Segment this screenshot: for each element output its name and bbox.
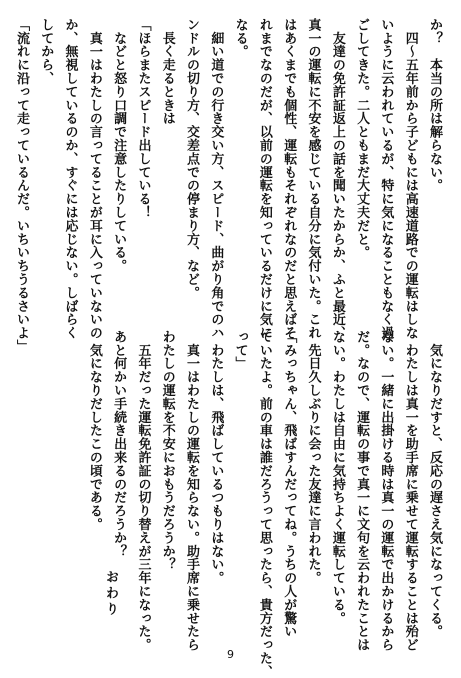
- text-line: はあくまでも個性、運転もそれぞれなのだと思えばそ: [281, 18, 297, 340]
- text-line: 「流れに沿って走っているんだ。いちいちうるさいよ」: [13, 18, 29, 353]
- text-line: ない。一緒に出掛ける時は真一の運転で出かけるから: [378, 330, 394, 652]
- text-line: ごしてきた。二人ともまだ大丈夫だと。: [354, 18, 370, 260]
- text-line: 真一はわたしの運転を知らない。助手席に乗せたら: [184, 330, 200, 652]
- closing-mark: おわり: [103, 570, 118, 618]
- text-line: 友達の免許証返上の話を聞いたからか、ふと最近、: [329, 18, 345, 340]
- text-line: だ。なので、運転の事で真一に文句を云われたことは: [354, 330, 370, 652]
- text-line: 真一の運転に不安を感じている自分に気付いた。これ: [305, 18, 321, 340]
- text-line: って」: [232, 330, 248, 371]
- text-line: いように云われているが、特に気になることもなく過: [378, 18, 394, 340]
- text-line: 真一はわたしの言ってることが耳に入っていないの: [86, 18, 102, 340]
- text-line: ない。わたしは自由に気持ちよく運転している。: [329, 330, 345, 625]
- text-line: してから、: [38, 18, 54, 85]
- text-line: わたしは真一を助手席に乗せて運転することは殆ど: [402, 330, 418, 652]
- text-line: あと何かい手続き出来るのだろうか？: [111, 330, 127, 558]
- text-line: 「みっちゃん、飛ばすんだってね。うちの人が驚い: [281, 330, 297, 639]
- text-line: 長く走るときは: [159, 18, 175, 126]
- text-line: わたしは、飛ばしているつもりはない。: [208, 330, 224, 585]
- text-block-upper: [13, 18, 446, 353]
- text-block-lower: [85, 330, 446, 678]
- text-line: ていたよ。前の車は誰だろうって思ったら、貴方だった、: [256, 330, 272, 678]
- text-line: 気になりだしたこの頃である。: [86, 330, 102, 531]
- text-line: わたしの運転を不安におもうだろうか？: [159, 330, 175, 572]
- text-line: 気になりだすと、反応の遅さえ気になってくる。: [427, 330, 442, 639]
- text-line: 四～五年前から子どもには高速道路での運転はしな: [402, 18, 418, 340]
- page-number: 9: [227, 648, 234, 661]
- text-line: なる。: [232, 18, 248, 59]
- text-line: れまでなのだが、以前の運転を知っているだけに気に: [256, 18, 272, 340]
- text-line: 先日久しぶりに会った友達に言われた。: [305, 330, 321, 585]
- text-line: ンドルの切り方、交差点での停まり方、など。: [184, 18, 200, 300]
- text-line: か、無視しているのか、すぐには応じない。しばらく: [62, 18, 78, 340]
- text-line: 「ほらまたスピード出している！: [135, 18, 151, 219]
- text-line: か？ 本当の所は解らない。: [427, 18, 442, 193]
- text-line: 細い道での行き交い方、スピード、曲がり角でのハ: [208, 18, 224, 340]
- text-line: 五年だった運転免許証の切り替えが三年になった。: [135, 330, 151, 652]
- text-line: などと怒り口調で注意したりしている。: [111, 18, 127, 273]
